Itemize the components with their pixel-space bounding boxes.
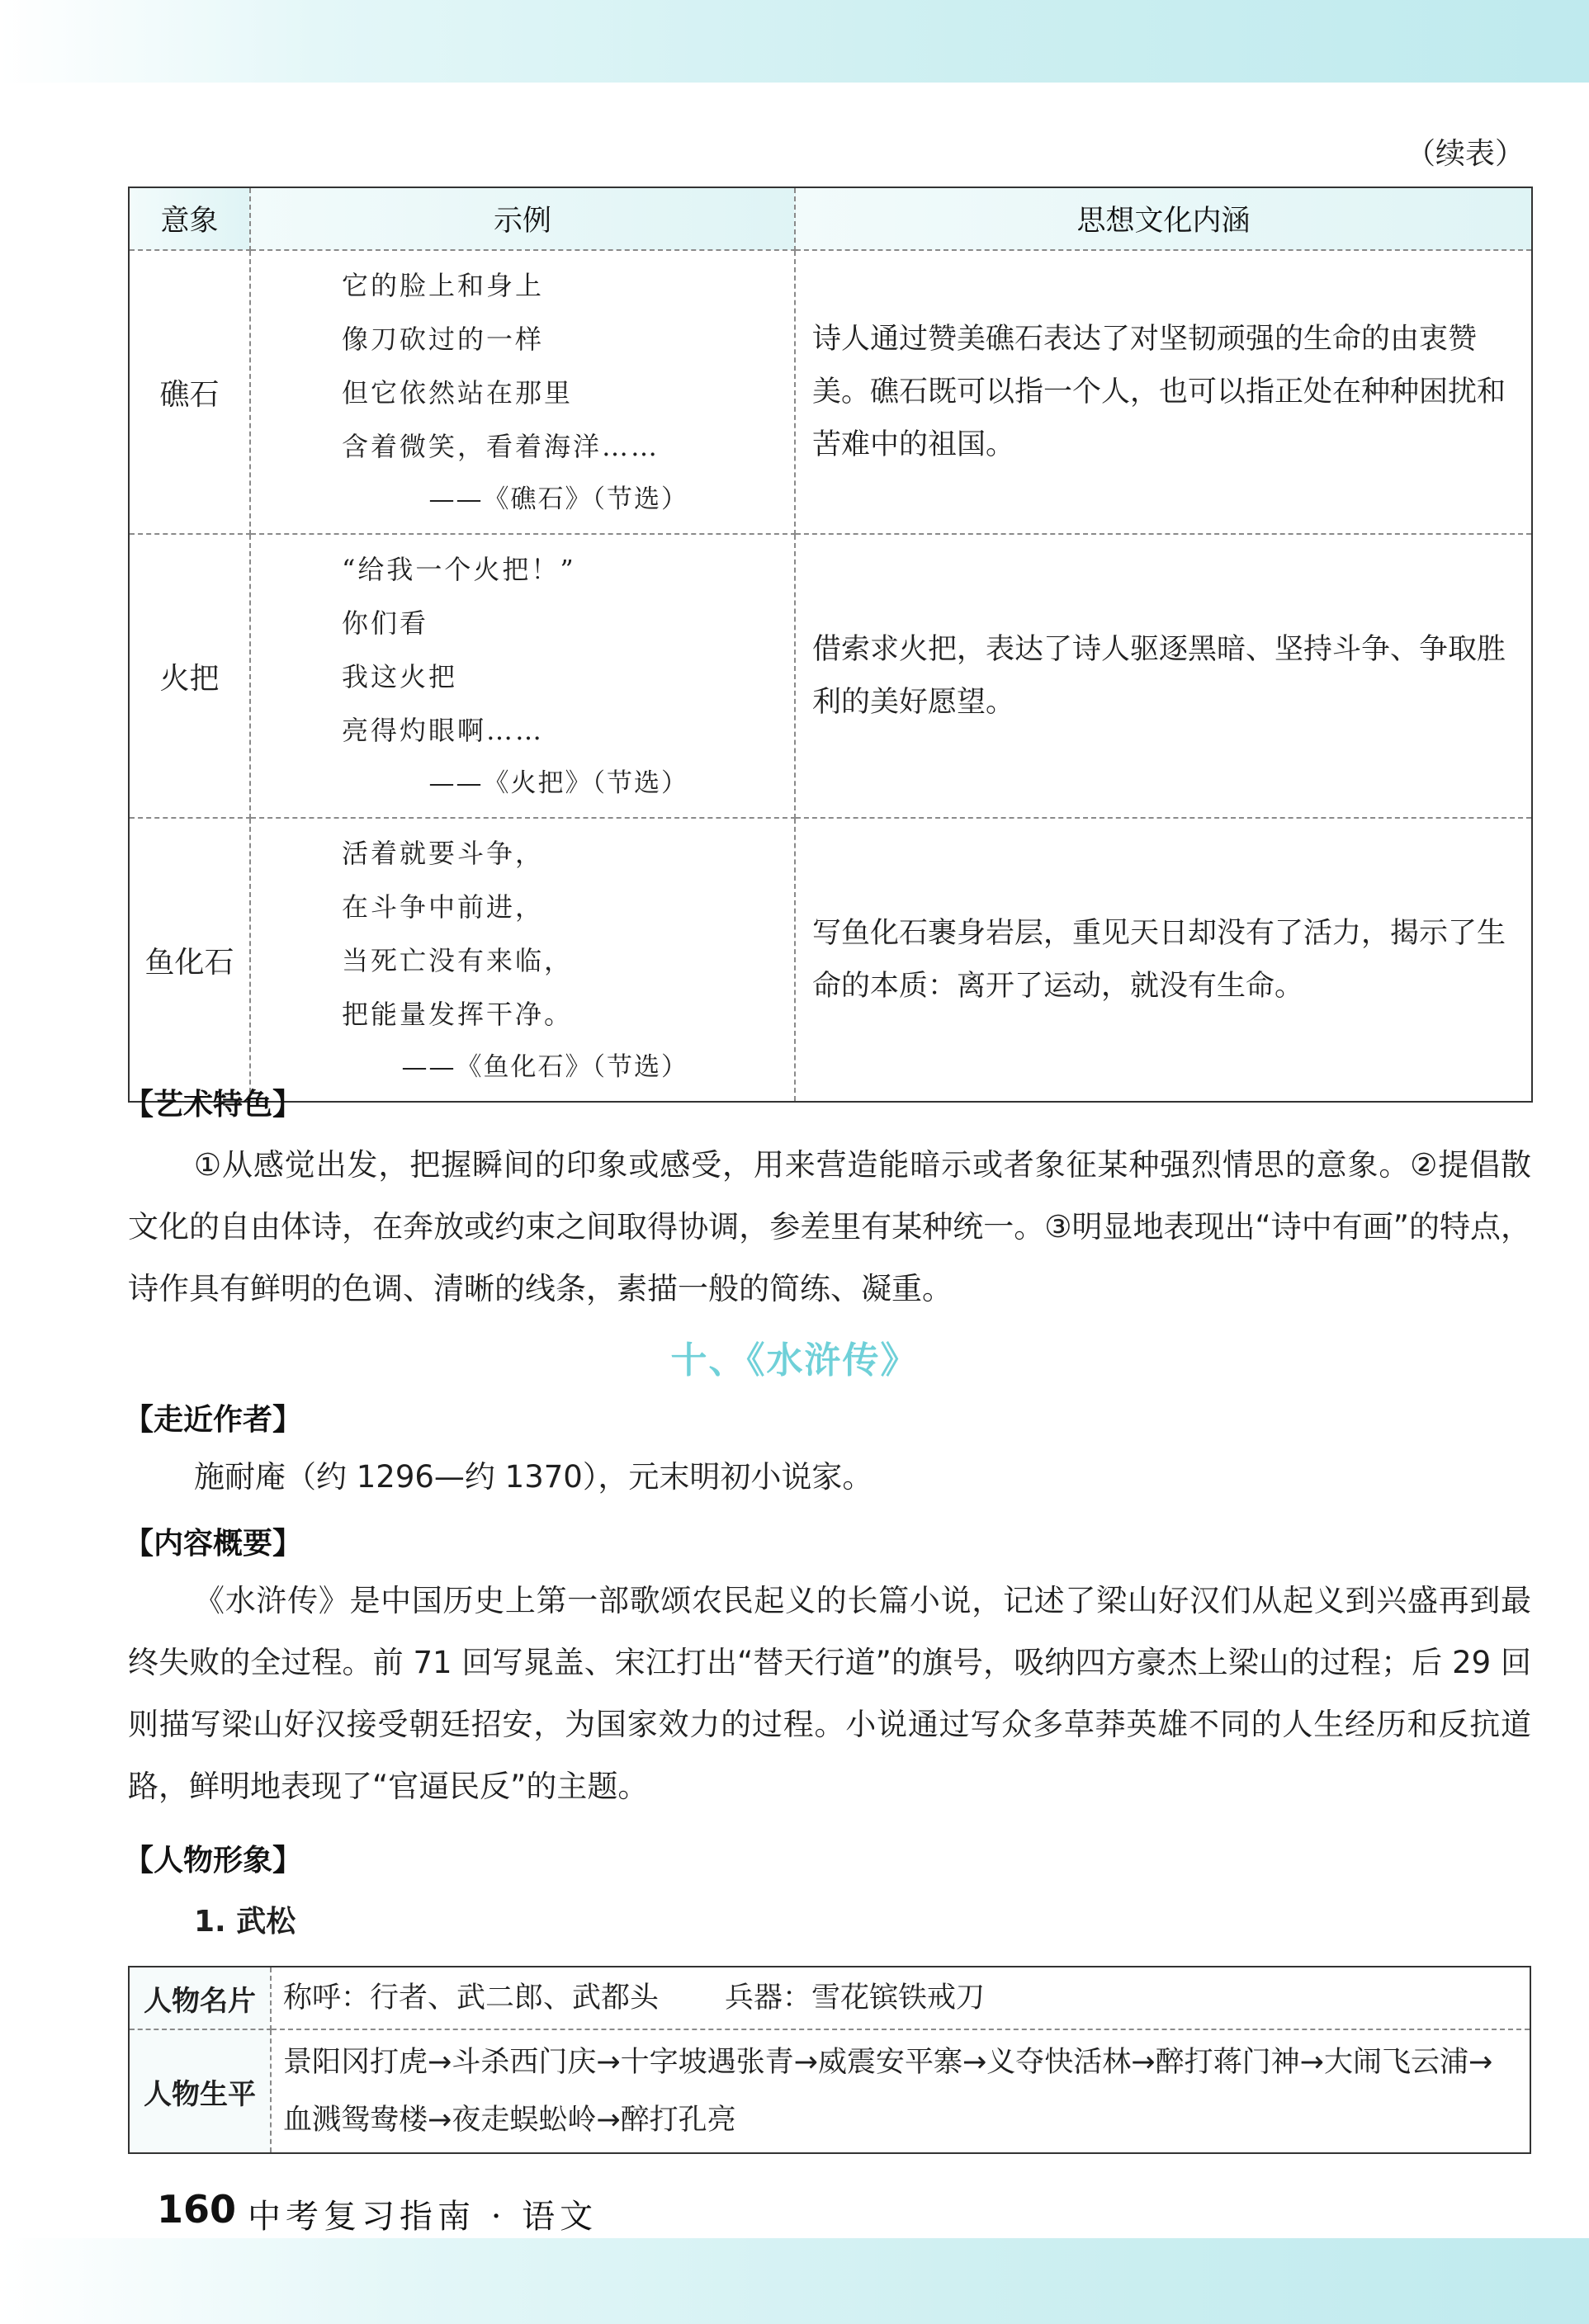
poem-excerpt [250, 534, 795, 818]
character-table [128, 1966, 1531, 2154]
card-weapon: 兵器：雪花镔铁戒刀 [725, 1982, 986, 2015]
poem-source: ——《鱼化石》（节选） [401, 1052, 688, 1082]
chapter-title: 十、《水浒传》 [670, 1339, 919, 1382]
table-row [129, 1967, 1530, 2029]
section-heading-summary: 【内容概要】 [124, 1527, 303, 1561]
summary-text: 《水浒传》是中国历史上第一部歌颂农民起义的长篇小说，记述了梁山好汉们从起义到兴盛再到最终失败的全过程。前 71 回写晁盖、宋江打出“替天行道”的旗号，吸纳四方豪杰上梁山的过程；后 29 回则描写梁山好汉接受朝廷招安，为国家效力的过程。小说通过写众多草莽英雄不同的人生经历和反抗道路，鲜明地表现了“官逼民反”的主题。 [128, 1583, 1531, 1804]
poem-line: 我这火把 [342, 661, 458, 692]
header-band [0, 0, 1589, 83]
card-label: 人物名片 [129, 1967, 271, 2029]
imagery-name: 礁石 [129, 250, 250, 534]
footer-band [0, 2238, 1589, 2324]
cultural-meaning: 借索求火把，表达了诗人驱逐黑暗、坚持斗争、争取胜利的美好愿望。 [795, 534, 1532, 818]
art-features-text: ①从感觉出发，把握瞬间的印象或感受，用来营造能暗示或者象征某种强烈情思的意象。②提倡散文化的自由体诗，在奔放或约束之间取得协调，参差里有某种统一。③明显地表现出“诗中有画”的特点，诗作具有鲜明的色调、清晰的线条，素描一般的简练、凝重。 [128, 1147, 1531, 1306]
poem-line: 它的脸上和身上 [342, 270, 545, 301]
poem-line: 把能量发挥干净。 [342, 999, 574, 1030]
section-heading-characters: 【人物形象】 [124, 1844, 303, 1878]
poem-line: 在斗争中前进， [342, 891, 545, 923]
book-title: 中考复习指南 · 语文 [248, 2198, 598, 2236]
poem-line: 当死亡没有来临， [342, 945, 574, 976]
poem-excerpt [250, 818, 795, 1102]
section-heading-art: 【艺术特色】 [124, 1088, 303, 1122]
column-header: 示例 [250, 187, 795, 250]
poem-source: ——《礁石》（节选） [428, 484, 688, 514]
table-row [129, 2029, 1530, 2153]
cultural-meaning: 诗人通过赞美礁石表达了对坚韧顽强的生命的由衷赞美。礁石既可以指一个人，也可以指正处在种种困扰和苦难中的祖国。 [795, 250, 1532, 534]
imagery-name: 火把 [129, 534, 250, 818]
poem-line: “给我一个火把！” [342, 554, 576, 585]
cultural-meaning: 写鱼化石裹身岩层，重见天日却没有了活力，揭示了生命的本质：离开了运动，就没有生命。 [812, 917, 1506, 1003]
poem-excerpt [250, 250, 795, 534]
table-row [129, 250, 1532, 534]
poem-line: 含着微笑，看着海洋…… [342, 431, 660, 462]
card-value [271, 1967, 1530, 2029]
table-row [129, 534, 1532, 818]
continued-label: （续表） [1405, 137, 1525, 171]
section-heading-author: 【走近作者】 [124, 1403, 303, 1437]
card-names: 称呼：行者、武二郎、武都头 [283, 1982, 660, 2015]
page-number: 160 [157, 2187, 237, 2232]
imagery-table [128, 187, 1533, 1103]
life-label: 人物生平 [129, 2029, 271, 2153]
poem-line: 像刀砍过的一样 [342, 324, 545, 355]
author-text: 施耐庵（约 1296—约 1370），元末明初小说家。 [194, 1459, 873, 1495]
life-value: 景阳冈打虎→斗杀西门庆→十字坡遇张青→威震安平寨→义夺快活林→醉打蒋门神→大闹飞云浦→血溅鸳鸯楼→夜走蜈蚣岭→醉打孔亮 [283, 2046, 1493, 2137]
poem-line: 活着就要斗争， [342, 838, 545, 869]
character-subheading: 1. 武松 [194, 1905, 296, 1939]
poem-line: 亮得灼眼啊…… [342, 715, 545, 746]
poem-line: 但它依然站在那里 [342, 377, 574, 409]
table-row [129, 818, 1532, 1102]
column-header: 思想文化内涵 [795, 187, 1532, 250]
imagery-name: 鱼化石 [129, 818, 250, 1102]
poem-source: ——《火把》（节选） [428, 768, 688, 798]
column-header: 意象 [129, 187, 250, 250]
poem-line: 你们看 [342, 607, 429, 639]
table-header-row [129, 187, 1532, 250]
